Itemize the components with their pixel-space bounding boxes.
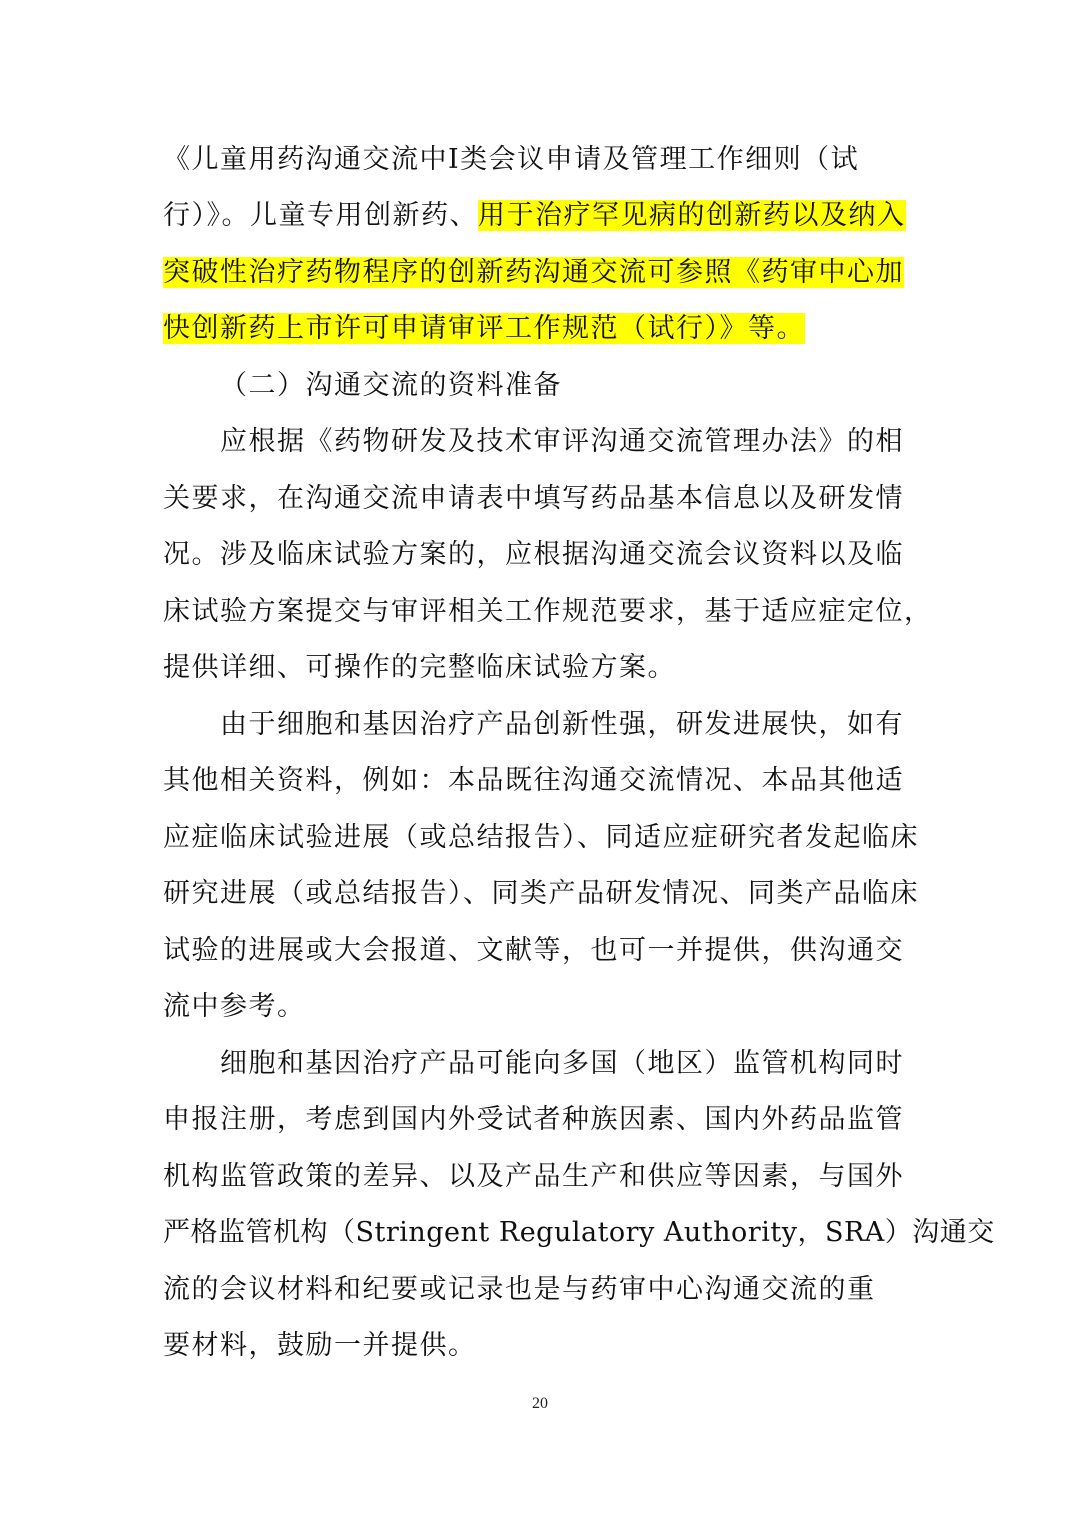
highlighted-text-run: 快创新药上市许可申请审评工作规范（试行）》等。: [163, 313, 805, 344]
text-line: [163, 535, 904, 575]
section-heading-text: （二）沟通交流的资料准备: [220, 370, 562, 401]
text-line: [220, 705, 904, 745]
text-line: [163, 1100, 904, 1140]
text-line: [163, 761, 904, 801]
text-line: [163, 253, 904, 293]
text-line: [163, 874, 919, 914]
text-run: 提供详细、可操作的完整临床试验方案。: [163, 652, 676, 683]
highlighted-text-run: 用于治疗罕见病的创新药以及纳入: [478, 200, 906, 231]
text-run: 其他相关资料，例如：本品既往沟通交流情况、本品其他适: [163, 765, 904, 796]
text-run: 关要求，在沟通交流申请表中填写药品基本信息以及研发情: [163, 483, 904, 514]
text-line: [163, 1270, 876, 1310]
text-line: [163, 1326, 477, 1366]
text-run: 行）》。儿童专用创新药、: [163, 200, 478, 231]
highlighted-text-run: 突破性治疗药物程序的创新药沟通交流可参照《药审中心加: [163, 257, 904, 288]
text-run: 应症临床试验进展（或总结报告）、同适应症研究者发起临床: [163, 822, 919, 853]
text-line: [163, 196, 906, 236]
text-run: 要材料，鼓励一并提供。: [163, 1330, 477, 1361]
text-run: 流中参考。: [163, 991, 306, 1022]
text-line: [163, 987, 306, 1027]
text-run: 机构监管政策的差异、以及产品生产和供应等因素，与国外: [163, 1161, 904, 1192]
text-line: [163, 1213, 995, 1253]
text-line: [220, 422, 904, 462]
section-heading: [220, 366, 562, 406]
text-line: [163, 818, 919, 858]
text-run: 应根据《药物研发及技术审评沟通交流管理办法》的相: [220, 426, 904, 457]
text-run: 严格监管机构（Stringent Regulatory Authority，SRA）沟通交: [163, 1217, 995, 1248]
text-line: [163, 1157, 904, 1197]
text-run: 由于细胞和基因治疗产品创新性强，研发进展快，如有: [220, 709, 904, 740]
text-line: [220, 1044, 904, 1084]
text-run: 况。涉及临床试验方案的，应根据沟通交流会议资料以及临: [163, 539, 904, 570]
text-run: 申报注册，考虑到国内外受试者种族因素、国内外药品监管: [163, 1104, 904, 1135]
text-line: [163, 479, 904, 519]
text-line: [163, 931, 904, 971]
text-line: [163, 140, 859, 180]
page-number: 20: [532, 1395, 548, 1412]
text-run: 《儿童用药沟通交流中Ⅰ类会议申请及管理工作细则（试: [163, 144, 860, 175]
text-run: 试验的进展或大会报道、文献等，也可一并提供，供沟通交: [163, 935, 904, 966]
text-run: 床试验方案提交与审评相关工作规范要求，基于适应症定位，: [163, 596, 933, 627]
text-run: 研究进展（或总结报告）、同类产品研发情况、同类产品临床: [163, 878, 919, 909]
text-run: 细胞和基因治疗产品可能向多国（地区）监管机构同时: [220, 1048, 904, 1079]
text-line: [163, 592, 933, 632]
text-line: [163, 648, 676, 688]
text-line: [163, 309, 805, 349]
text-run: 流的会议材料和纪要或记录也是与药审中心沟通交流的重: [163, 1274, 876, 1305]
